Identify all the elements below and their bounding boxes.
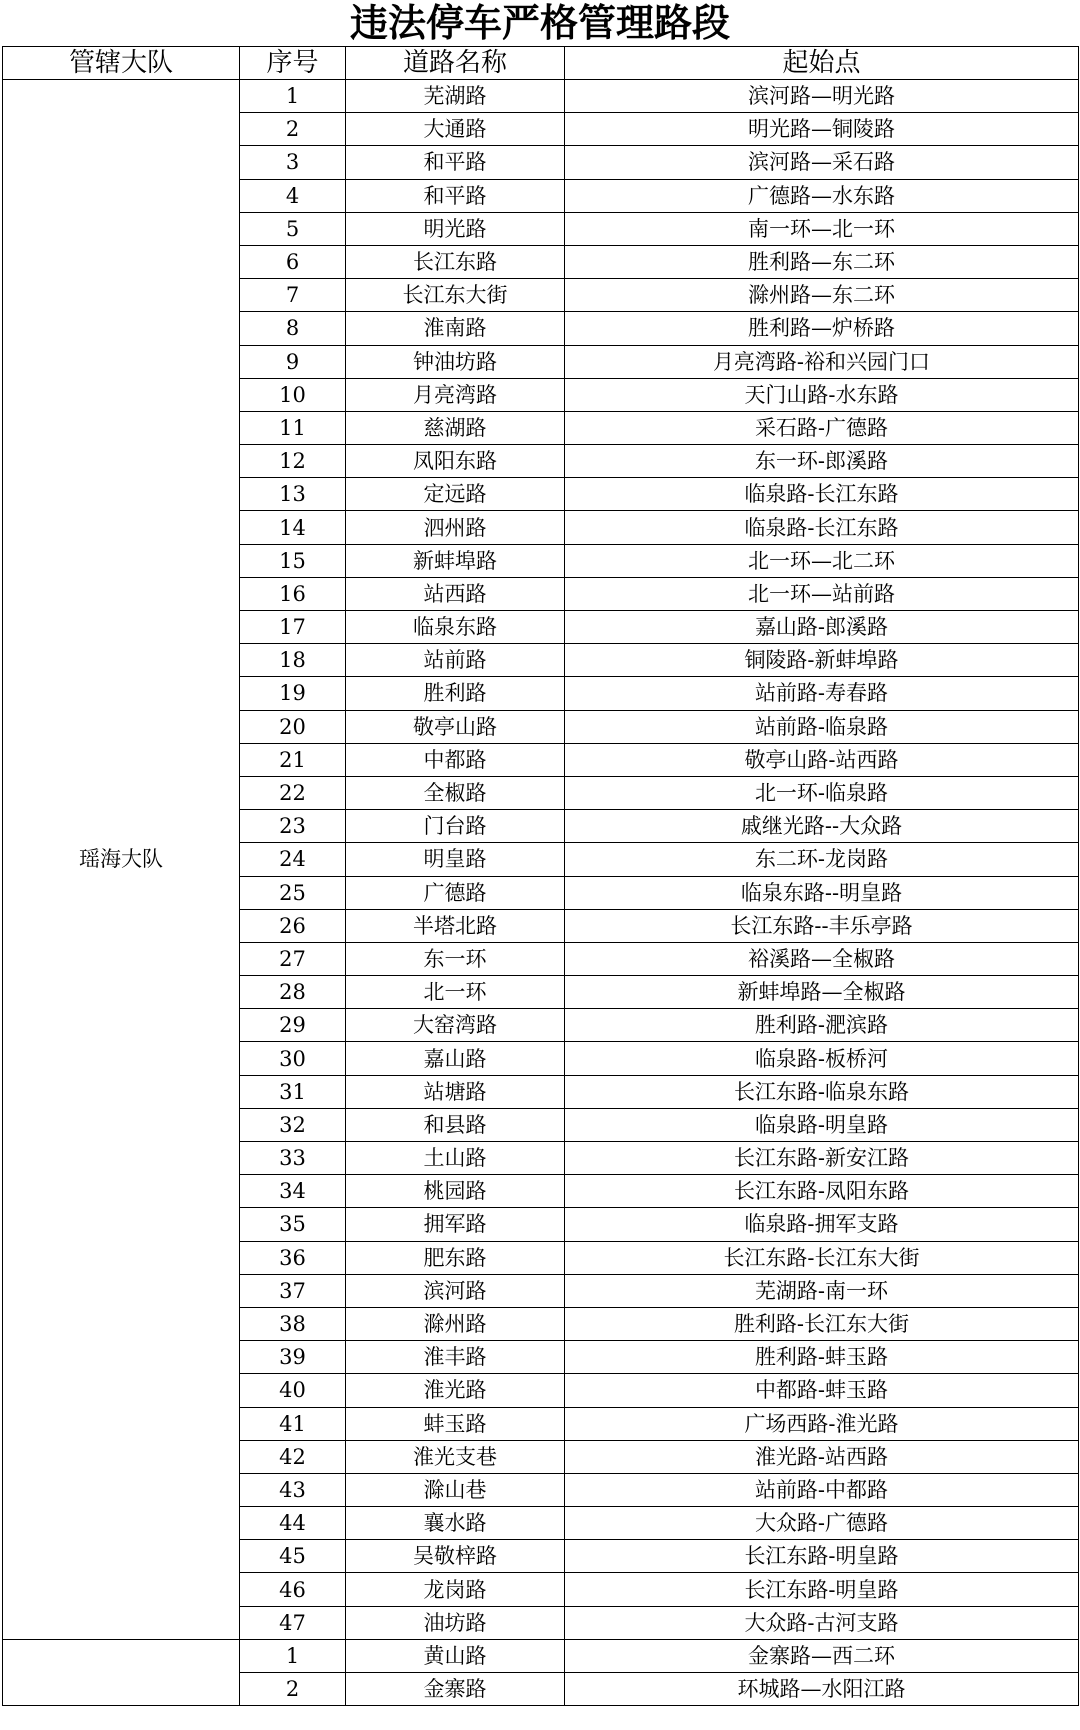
- section-cell: 月亮湾路-裕和兴园门口: [565, 345, 1079, 378]
- road-name-cell: 大窑湾路: [346, 1009, 565, 1042]
- section-cell: 长江东路-临泉东路: [565, 1075, 1079, 1108]
- table-row: [3, 80, 1079, 113]
- section-cell: 裕溪路—全椒路: [565, 942, 1079, 975]
- road-name-cell: 临泉东路: [346, 611, 565, 644]
- road-name-cell: 淮光路: [346, 1374, 565, 1407]
- section-cell: 嘉山路-郎溪路: [565, 611, 1079, 644]
- index-cell: 14: [240, 511, 346, 544]
- header-section: 起始点: [565, 47, 1079, 80]
- index-cell: 4: [240, 179, 346, 212]
- index-cell: 2: [240, 1673, 346, 1706]
- section-cell: 南一环—北一环: [565, 212, 1079, 245]
- road-name-cell: 土山路: [346, 1142, 565, 1175]
- section-cell: 淮光路-站西路: [565, 1440, 1079, 1473]
- section-cell: 东二环-龙岗路: [565, 843, 1079, 876]
- header-row: [3, 47, 1079, 80]
- index-cell: 7: [240, 279, 346, 312]
- road-name-cell: 淮南路: [346, 312, 565, 345]
- section-cell: 站前路-寿春路: [565, 677, 1079, 710]
- index-cell: 31: [240, 1075, 346, 1108]
- road-name-cell: 凤阳东路: [346, 445, 565, 478]
- index-cell: 8: [240, 312, 346, 345]
- index-cell: 39: [240, 1341, 346, 1374]
- road-table: [2, 46, 1079, 1706]
- index-cell: 33: [240, 1142, 346, 1175]
- section-cell: 胜利路—炉桥路: [565, 312, 1079, 345]
- index-cell: 46: [240, 1573, 346, 1606]
- index-cell: 35: [240, 1208, 346, 1241]
- section-cell: 临泉路-拥军支路: [565, 1208, 1079, 1241]
- road-name-cell: 泗州路: [346, 511, 565, 544]
- index-cell: 36: [240, 1241, 346, 1274]
- section-cell: 环城路—水阳江路: [565, 1673, 1079, 1706]
- index-cell: 34: [240, 1175, 346, 1208]
- index-cell: 26: [240, 909, 346, 942]
- section-cell: 东一环-郎溪路: [565, 445, 1079, 478]
- road-name-cell: 桃园路: [346, 1175, 565, 1208]
- section-cell: 临泉路-板桥河: [565, 1042, 1079, 1075]
- road-name-cell: 龙岗路: [346, 1573, 565, 1606]
- road-name-cell: 门台路: [346, 810, 565, 843]
- section-cell: 金寨路—西二环: [565, 1639, 1079, 1672]
- index-cell: 17: [240, 611, 346, 644]
- section-cell: 胜利路-蚌玉路: [565, 1341, 1079, 1374]
- section-cell: 滨河路—采石路: [565, 146, 1079, 179]
- index-cell: 11: [240, 411, 346, 444]
- section-cell: 滨河路—明光路: [565, 80, 1079, 113]
- header-road: 道路名称: [346, 47, 565, 80]
- index-cell: 28: [240, 976, 346, 1009]
- index-cell: 44: [240, 1507, 346, 1540]
- index-cell: 29: [240, 1009, 346, 1042]
- index-cell: 2: [240, 113, 346, 146]
- section-cell: 临泉路-长江东路: [565, 511, 1079, 544]
- index-cell: 47: [240, 1606, 346, 1639]
- road-name-cell: 东一环: [346, 942, 565, 975]
- index-cell: 13: [240, 478, 346, 511]
- table-row: [3, 1639, 1079, 1672]
- section-cell: 长江东路-长江东大街: [565, 1241, 1079, 1274]
- road-name-cell: 拥军路: [346, 1208, 565, 1241]
- section-cell: 广德路—水东路: [565, 179, 1079, 212]
- section-cell: 长江东路-凤阳东路: [565, 1175, 1079, 1208]
- section-cell: 采石路-广德路: [565, 411, 1079, 444]
- table-body: [3, 80, 1079, 1706]
- index-cell: 27: [240, 942, 346, 975]
- road-name-cell: 和县路: [346, 1108, 565, 1141]
- road-name-cell: 蚌玉路: [346, 1407, 565, 1440]
- road-name-cell: 肥东路: [346, 1241, 565, 1274]
- index-cell: 41: [240, 1407, 346, 1440]
- header-index: 序号: [240, 47, 346, 80]
- index-cell: 22: [240, 776, 346, 809]
- section-cell: 大众路-广德路: [565, 1507, 1079, 1540]
- index-cell: 24: [240, 843, 346, 876]
- index-cell: 23: [240, 810, 346, 843]
- section-cell: 敬亭山路-站西路: [565, 743, 1079, 776]
- road-name-cell: 金寨路: [346, 1673, 565, 1706]
- header-brigade: 管辖大队: [3, 47, 240, 80]
- section-cell: 芜湖路-南一环: [565, 1274, 1079, 1307]
- road-name-cell: 定远路: [346, 478, 565, 511]
- road-name-cell: 敬亭山路: [346, 710, 565, 743]
- road-name-cell: 长江东路: [346, 245, 565, 278]
- road-name-cell: 和平路: [346, 179, 565, 212]
- road-name-cell: 北一环: [346, 976, 565, 1009]
- index-cell: 10: [240, 378, 346, 411]
- road-name-cell: 站前路: [346, 644, 565, 677]
- road-name-cell: 油坊路: [346, 1606, 565, 1639]
- road-name-cell: 新蚌埠路: [346, 544, 565, 577]
- road-name-cell: 吴敬梓路: [346, 1540, 565, 1573]
- road-name-cell: 站塘路: [346, 1075, 565, 1108]
- index-cell: 5: [240, 212, 346, 245]
- index-cell: 12: [240, 445, 346, 478]
- section-cell: 北一环—北二环: [565, 544, 1079, 577]
- index-cell: 40: [240, 1374, 346, 1407]
- section-cell: 铜陵路-新蚌埠路: [565, 644, 1079, 677]
- section-cell: 新蚌埠路—全椒路: [565, 976, 1079, 1009]
- index-cell: 1: [240, 80, 346, 113]
- section-cell: 站前路-临泉路: [565, 710, 1079, 743]
- road-name-cell: 广德路: [346, 876, 565, 909]
- road-name-cell: 滁山巷: [346, 1473, 565, 1506]
- road-name-cell: 慈湖路: [346, 411, 565, 444]
- section-cell: 胜利路—东二环: [565, 245, 1079, 278]
- section-cell: 长江东路-明皇路: [565, 1573, 1079, 1606]
- index-cell: 19: [240, 677, 346, 710]
- section-cell: 长江东路--丰乐亭路: [565, 909, 1079, 942]
- index-cell: 38: [240, 1307, 346, 1340]
- page-title: 违法停车严格管理路段: [349, 1, 730, 45]
- road-name-cell: 淮丰路: [346, 1341, 565, 1374]
- index-cell: 45: [240, 1540, 346, 1573]
- road-name-cell: 站西路: [346, 577, 565, 610]
- index-cell: 15: [240, 544, 346, 577]
- index-cell: 43: [240, 1473, 346, 1506]
- road-name-cell: 芜湖路: [346, 80, 565, 113]
- index-cell: 16: [240, 577, 346, 610]
- road-name-cell: 明皇路: [346, 843, 565, 876]
- section-cell: 明光路—铜陵路: [565, 113, 1079, 146]
- road-name-cell: 中都路: [346, 743, 565, 776]
- road-name-cell: 滁州路: [346, 1307, 565, 1340]
- road-name-cell: 钟油坊路: [346, 345, 565, 378]
- road-name-cell: 大通路: [346, 113, 565, 146]
- road-name-cell: 全椒路: [346, 776, 565, 809]
- section-cell: 临泉东路--明皇路: [565, 876, 1079, 909]
- road-name-cell: 嘉山路: [346, 1042, 565, 1075]
- index-cell: 32: [240, 1108, 346, 1141]
- road-name-cell: 半塔北路: [346, 909, 565, 942]
- section-cell: 长江东路-新安江路: [565, 1142, 1079, 1175]
- road-name-cell: 月亮湾路: [346, 378, 565, 411]
- road-name-cell: 胜利路: [346, 677, 565, 710]
- section-cell: 戚继光路--大众路: [565, 810, 1079, 843]
- road-name-cell: 长江东大街: [346, 279, 565, 312]
- section-cell: 北一环-临泉路: [565, 776, 1079, 809]
- section-cell: 胜利路-长江东大街: [565, 1307, 1079, 1340]
- index-cell: 21: [240, 743, 346, 776]
- section-cell: 胜利路-淝滨路: [565, 1009, 1079, 1042]
- index-cell: 42: [240, 1440, 346, 1473]
- road-name-cell: 滨河路: [346, 1274, 565, 1307]
- index-cell: 18: [240, 644, 346, 677]
- section-cell: 北一环—站前路: [565, 577, 1079, 610]
- section-cell: 广场西路-淮光路: [565, 1407, 1079, 1440]
- index-cell: 30: [240, 1042, 346, 1075]
- section-cell: 滁州路—东二环: [565, 279, 1079, 312]
- section-cell: 站前路-中都路: [565, 1473, 1079, 1506]
- road-name-cell: 黄山路: [346, 1639, 565, 1672]
- index-cell: 9: [240, 345, 346, 378]
- brigade-cell: [3, 1639, 240, 1705]
- section-cell: 临泉路-长江东路: [565, 478, 1079, 511]
- index-cell: 25: [240, 876, 346, 909]
- section-cell: 长江东路-明皇路: [565, 1540, 1079, 1573]
- section-cell: 临泉路-明皇路: [565, 1108, 1079, 1141]
- section-cell: 天门山路-水东路: [565, 378, 1079, 411]
- index-cell: 20: [240, 710, 346, 743]
- index-cell: 37: [240, 1274, 346, 1307]
- index-cell: 3: [240, 146, 346, 179]
- index-cell: 6: [240, 245, 346, 278]
- road-name-cell: 和平路: [346, 146, 565, 179]
- section-cell: 大众路-古河支路: [565, 1606, 1079, 1639]
- road-name-cell: 襄水路: [346, 1507, 565, 1540]
- section-cell: 中都路-蚌玉路: [565, 1374, 1079, 1407]
- index-cell: 1: [240, 1639, 346, 1672]
- road-name-cell: 明光路: [346, 212, 565, 245]
- road-name-cell: 淮光支巷: [346, 1440, 565, 1473]
- brigade-cell: 瑶海大队: [3, 80, 240, 1640]
